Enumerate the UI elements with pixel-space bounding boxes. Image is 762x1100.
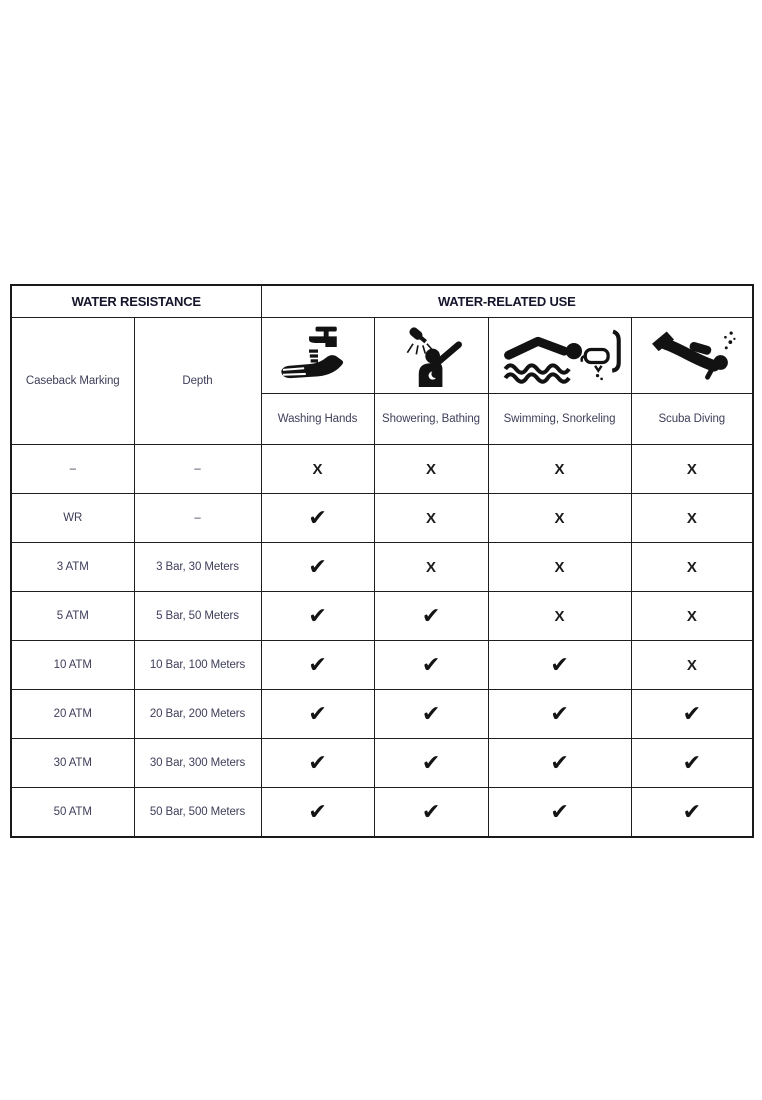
mark-cell: ✔	[631, 690, 753, 739]
marking-cell: 3 ATM	[11, 543, 134, 592]
depth-column-header: Depth	[134, 318, 261, 445]
marking-cell: 50 ATM	[11, 788, 134, 838]
use-label-showering-bathing: Showering, Bathing	[374, 394, 488, 445]
use-label-swimming-snorkeling: Swimming, Snorkeling	[488, 394, 631, 445]
depth-cell: –	[134, 445, 261, 494]
depth-cell: 10 Bar, 100 Meters	[134, 641, 261, 690]
table-row	[11, 592, 753, 641]
water-resistance-header: WATER RESISTANCE	[11, 285, 261, 318]
mark-cell: X	[631, 543, 753, 592]
table-row	[11, 445, 753, 494]
marking-cell: 10 ATM	[11, 641, 134, 690]
mark-cell: ✔	[261, 543, 374, 592]
water-related-use-header: WATER-RELATED USE	[261, 285, 753, 318]
table-row	[11, 543, 753, 592]
table-row	[11, 788, 753, 838]
marking-cell: 30 ATM	[11, 739, 134, 788]
mark-cell: ✔	[631, 739, 753, 788]
use-label-washing-hands: Washing Hands	[261, 394, 374, 445]
mark-cell: ✔	[488, 690, 631, 739]
depth-cell: 30 Bar, 300 Meters	[134, 739, 261, 788]
scuba-icon-cell	[631, 318, 753, 394]
mark-cell: ✔	[261, 739, 374, 788]
mark-cell: ✔	[261, 641, 374, 690]
mark-cell: X	[261, 445, 374, 494]
mark-cell: X	[488, 445, 631, 494]
marking-cell: 20 ATM	[11, 690, 134, 739]
caseback-marking-column-header: Caseback Marking	[11, 318, 134, 445]
depth-cell: –	[134, 494, 261, 543]
use-label-scuba-diving: Scuba Diving	[631, 394, 753, 445]
depth-cell: 20 Bar, 200 Meters	[134, 690, 261, 739]
mark-cell: ✔	[261, 494, 374, 543]
mark-cell: ✔	[488, 641, 631, 690]
depth-cell: 5 Bar, 50 Meters	[134, 592, 261, 641]
mark-cell: X	[374, 494, 488, 543]
mark-cell: ✔	[374, 739, 488, 788]
mark-cell: ✔	[488, 739, 631, 788]
mark-cell: X	[488, 592, 631, 641]
swimming-icon-cell	[488, 318, 631, 394]
showering-icon-cell	[374, 318, 488, 394]
table-row	[11, 739, 753, 788]
mark-cell: X	[631, 445, 753, 494]
table-row	[11, 690, 753, 739]
mark-cell: ✔	[261, 592, 374, 641]
marking-cell: –	[11, 445, 134, 494]
depth-cell: 50 Bar, 500 Meters	[134, 788, 261, 838]
mark-cell: ✔	[374, 641, 488, 690]
mark-cell: X	[374, 543, 488, 592]
mark-cell: X	[374, 445, 488, 494]
mark-cell: ✔	[261, 690, 374, 739]
mark-cell: ✔	[488, 788, 631, 838]
mark-cell: X	[488, 543, 631, 592]
mark-cell: X	[631, 641, 753, 690]
marking-cell: 5 ATM	[11, 592, 134, 641]
mark-cell: ✔	[261, 788, 374, 838]
table-row	[11, 641, 753, 690]
shower-icon	[385, 325, 477, 387]
scuba-diving-icon	[642, 325, 742, 387]
mark-cell: ✔	[374, 690, 488, 739]
washing-hands-icon-cell	[261, 318, 374, 394]
mark-cell: ✔	[374, 788, 488, 838]
faucet-hand-icon	[272, 325, 364, 387]
table-row	[11, 494, 753, 543]
marking-cell: WR	[11, 494, 134, 543]
mark-cell: ✔	[374, 592, 488, 641]
water-resistance-table	[10, 284, 754, 838]
mark-cell: X	[631, 592, 753, 641]
mark-cell: X	[631, 494, 753, 543]
mark-cell: ✔	[631, 788, 753, 838]
mark-cell: X	[488, 494, 631, 543]
swim-snorkel-icon	[497, 325, 623, 387]
depth-cell: 3 Bar, 30 Meters	[134, 543, 261, 592]
